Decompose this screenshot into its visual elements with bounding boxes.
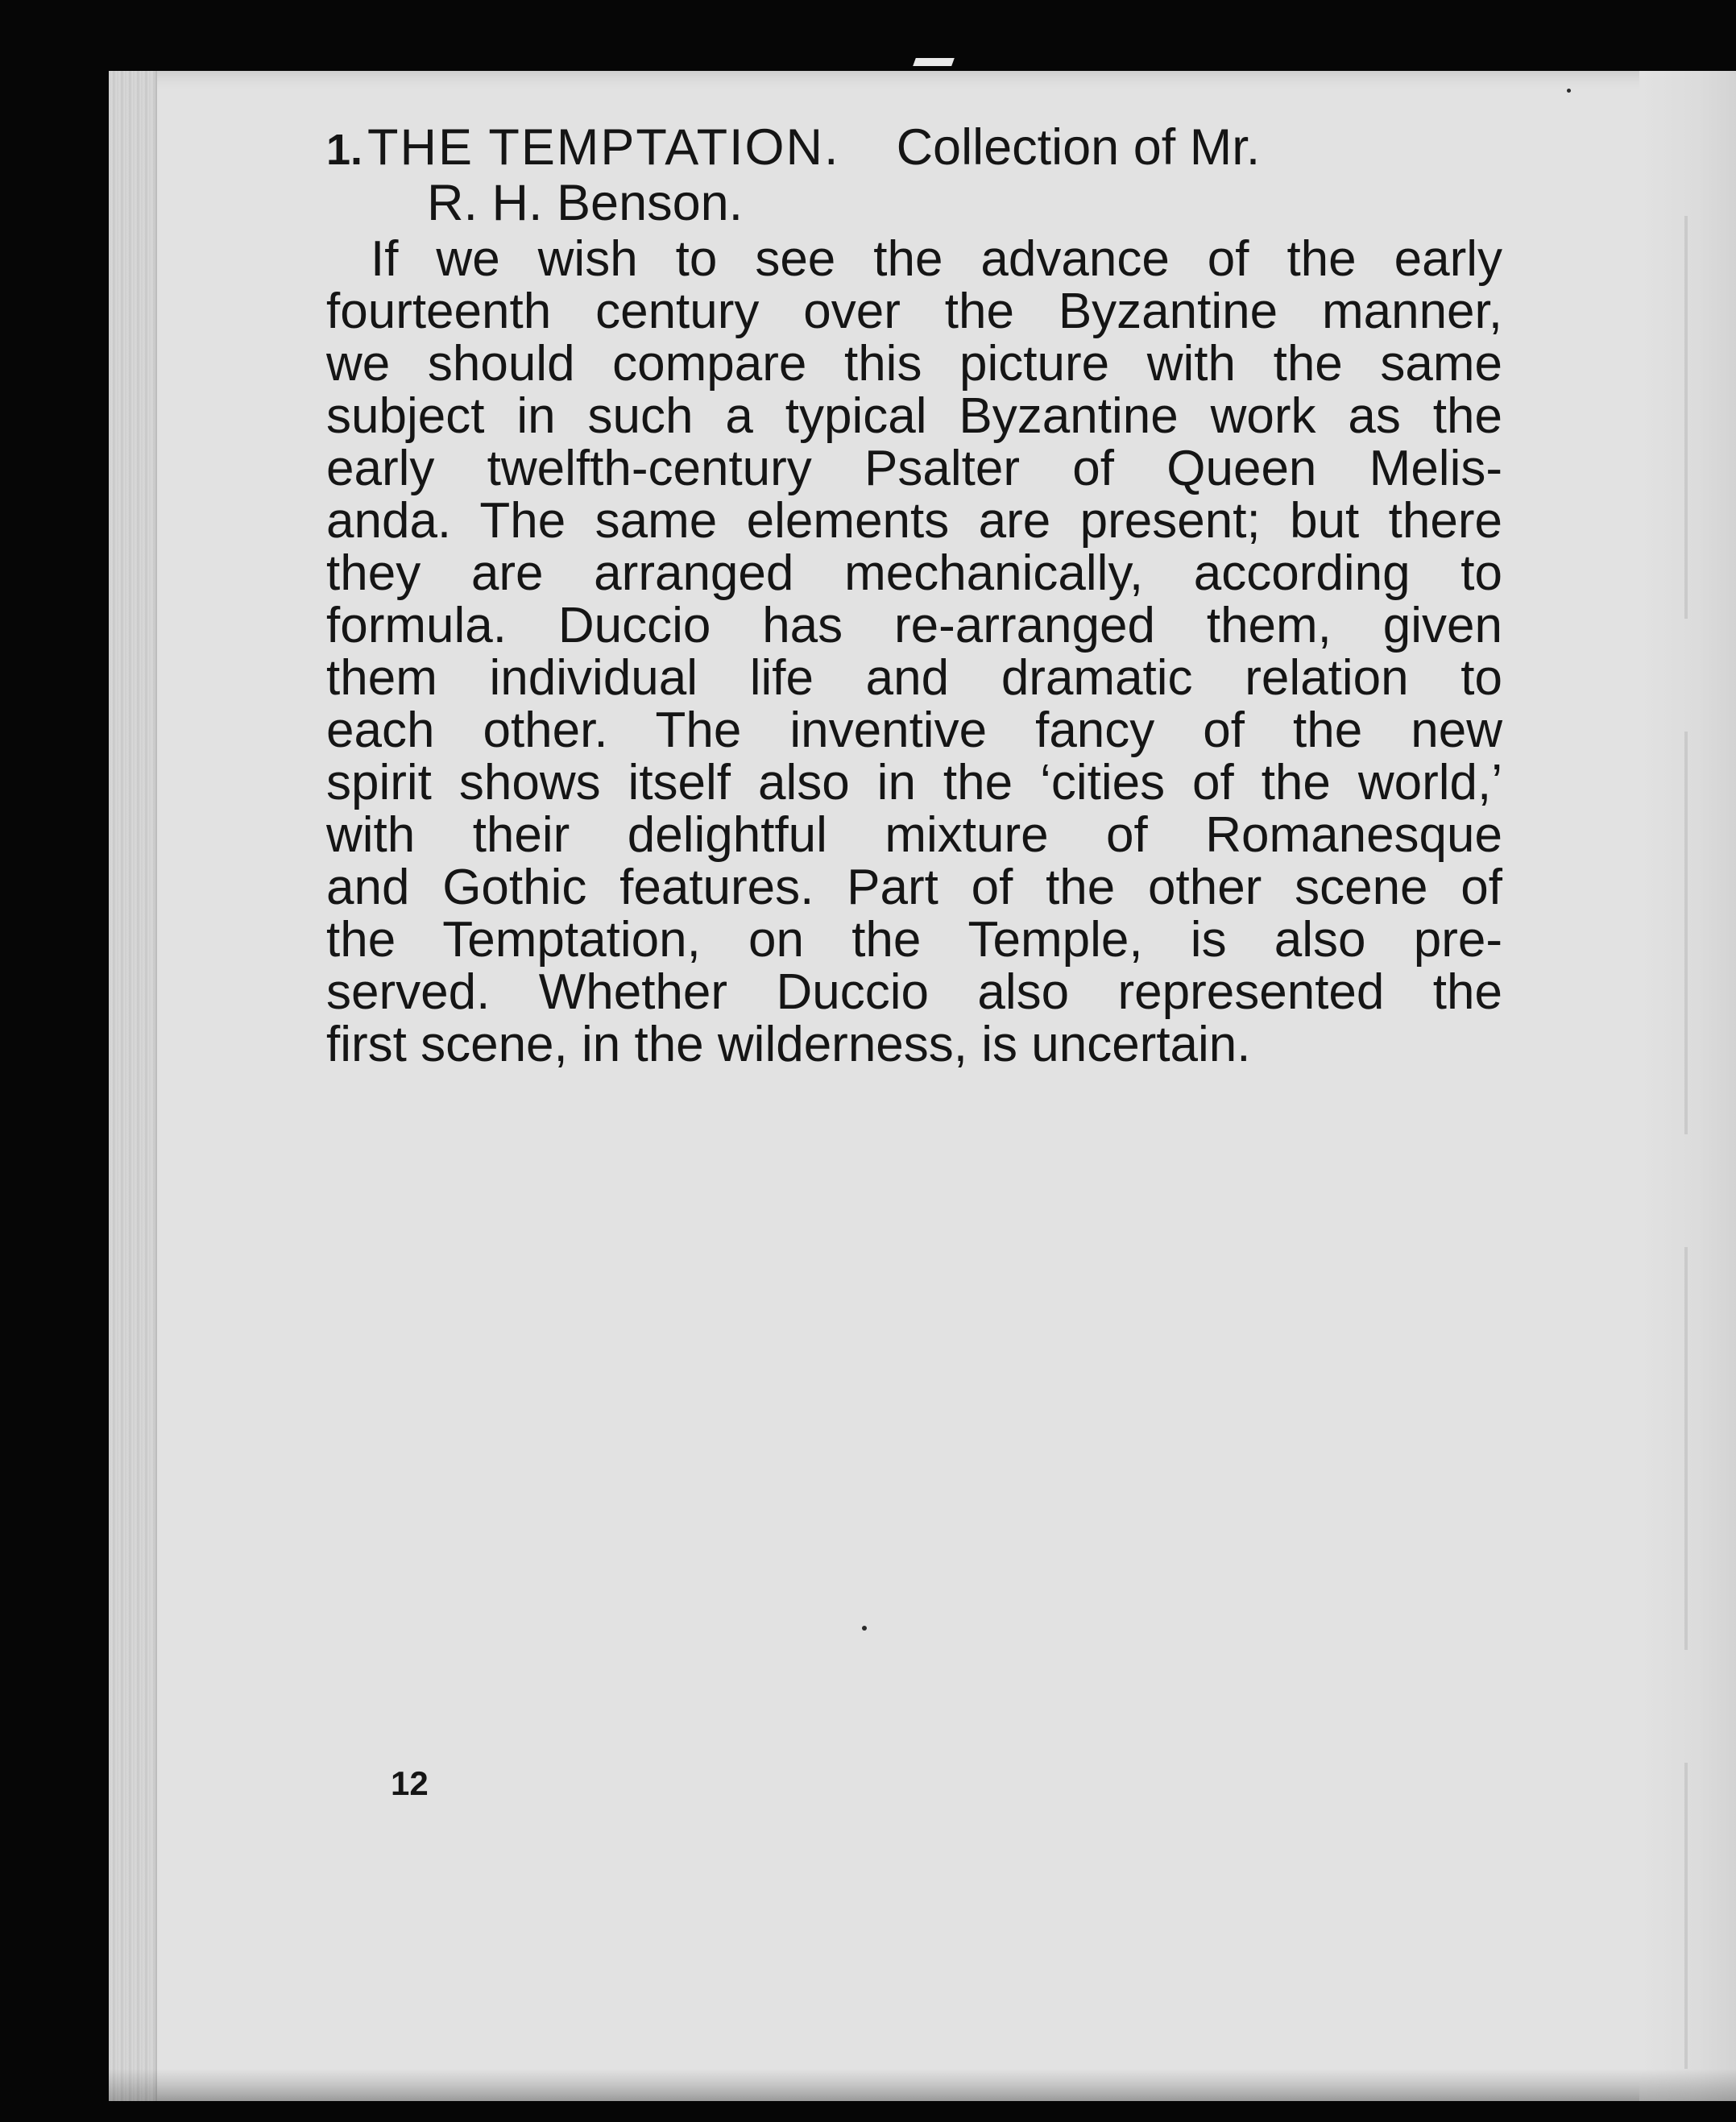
paragraph-line: served. Whether Duccio also represented the bbox=[326, 964, 1502, 1020]
entry-title: THE TEMPTATION. bbox=[367, 119, 840, 176]
paragraph-line: we should compare this picture with the same bbox=[326, 336, 1502, 392]
paragraph-line: spirit shows itself also in the ‘cities of the world,’ bbox=[326, 755, 1502, 810]
paragraph-line: fourteenth century over the Byzantine manner, bbox=[326, 284, 1502, 339]
page-bottom-shadow bbox=[109, 2069, 1736, 2101]
paragraph-line: and Gothic features. Part of the other scene of bbox=[326, 860, 1502, 915]
gutter-shadow-line bbox=[1684, 216, 1688, 2069]
paragraph-line: them individual life and dramatic relation to bbox=[326, 650, 1502, 706]
paragraph-line: with their delightful mixture of Romanesque bbox=[326, 807, 1502, 863]
entry-heading bbox=[326, 121, 1502, 176]
paragraph-line: formula. Duccio has re-arranged them, given bbox=[326, 598, 1502, 653]
scan-artifact bbox=[913, 58, 955, 66]
entry-owner: R. H. Benson. bbox=[427, 175, 744, 231]
entry-number: 1. bbox=[326, 126, 363, 174]
scan-speck bbox=[862, 1626, 867, 1631]
paragraph-line: early twelfth-century Psalter of Queen Melis- bbox=[326, 441, 1502, 496]
paragraph-line: each other. The inventive fancy of the new bbox=[326, 702, 1502, 758]
scan-speck bbox=[1567, 89, 1571, 93]
entry-collection: Collection of Mr. bbox=[896, 119, 1261, 176]
entry-paragraph bbox=[326, 233, 1502, 1071]
page-number: 12 bbox=[391, 1764, 429, 1802]
paragraph-line: subject in such a typical Byzantine work as the bbox=[326, 388, 1502, 444]
paragraph-line: anda. The same elements are present; but there bbox=[326, 493, 1502, 549]
paragraph-line: first scene, in the wilderness, is uncertain. bbox=[326, 1017, 1251, 1072]
paragraph-line: If we wish to see the advance of the early bbox=[371, 231, 1502, 287]
paragraph-line: the Temptation, on the Temple, is also pre- bbox=[326, 912, 1502, 968]
page-binding-edge bbox=[109, 71, 157, 2101]
paragraph-line: they are arranged mechanically, according to bbox=[326, 545, 1502, 601]
page-gutter bbox=[1639, 71, 1736, 2101]
text-block bbox=[326, 121, 1502, 1071]
